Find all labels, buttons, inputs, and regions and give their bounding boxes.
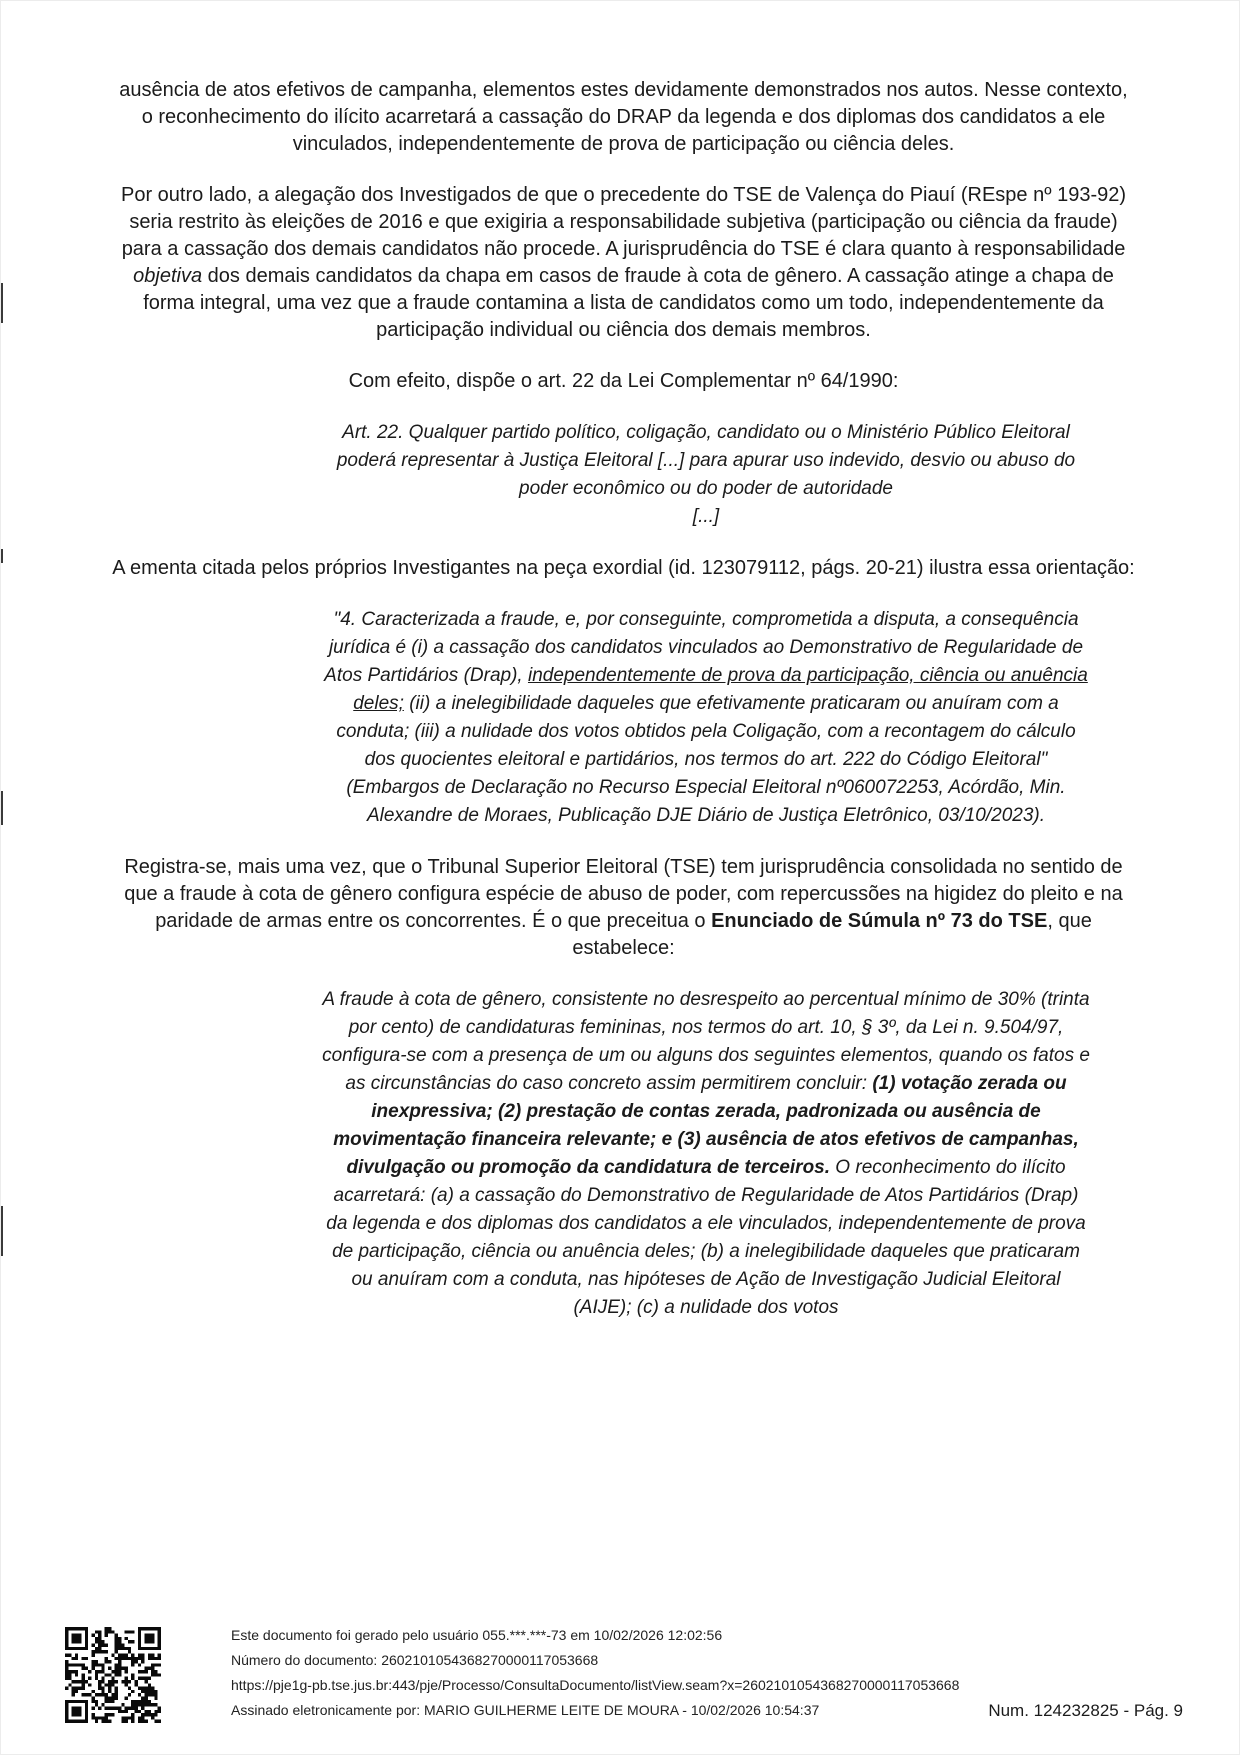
text-run-bold: Enunciado de Súmula nº 73 do TSE bbox=[711, 910, 1048, 932]
block-quote-art22 bbox=[321, 419, 1091, 531]
text-run: Art. 22. Qualquer partido político, coligação, candidato ou o Ministério Público Eleitoral poderá representar à Justiça Eleitoral [...] para apurar uso indevido, desvio ou abuso do poder econômico ou do poder de autoridade bbox=[336, 422, 1076, 499]
scan-edge-artifact bbox=[1, 549, 3, 563]
footer-verification-url-line: https://pje1g-pb.tse.jus.br:443/pje/Processo/ConsultaDocumento/listView.seam?x=2602101054368270000117053668 bbox=[231, 1677, 960, 1693]
scan-edge-artifact bbox=[1, 1206, 3, 1256]
text-run: [...] bbox=[692, 506, 720, 527]
paragraph-registra-se bbox=[111, 854, 1136, 962]
paragraph-ementa: A ementa citada pelos próprios Investigantes na peça exordial (id. 123079112, págs. 20-21) ilustra essa orientação: bbox=[112, 557, 1135, 579]
text-run-bold: (1) votação zerada ou inexpressiva; (2) prestação de contas zerada, padronizada ou ausência de movimentação financeira relevante; e (3) ausência de atos efetivos de campanhas, divulgação ou promoção da candidatura de terceiros. bbox=[333, 1073, 1079, 1178]
qr-code-icon bbox=[65, 1627, 161, 1723]
footer-generated-by-line: Este documento foi gerado pelo usuário 055.***.***-73 em 10/02/2026 12:02:56 bbox=[231, 1627, 723, 1643]
text-run: Por outro lado, a alegação dos Investigados de que o precedente do TSE de Valença do Piauí (REspe nº 193-92) seria restrito às eleições de 2016 e que exigiria a responsabilidade subjetiva (participação ou ciência da fraude) para a cassação dos demais candidatos não procede. A jurisprudência do TSE é clara quanto à responsabilidade bbox=[120, 184, 1127, 260]
text-run: , que estabelece: bbox=[572, 910, 1092, 959]
text-run: (ii) a inelegibilidade daqueles que efetivamente praticaram ou anuíram com a conduta; (iii) a nulidade dos votos obtidos pela Coligação, com a recontagem do cálculo dos quocientes eleitoral e partidários, nos termos do art. 222 do Código Eleitoral" (Embargos de Declaração no Recurso Especial Eleitoral nº060072253, Acórdão, Min. Alexandre de Moraes, Publicação DJE Diário de Justiça Eletrônico, 03/10/2023). bbox=[336, 693, 1076, 826]
scan-edge-artifact bbox=[1, 283, 3, 323]
document-body bbox=[111, 77, 1136, 1346]
text-run-italic: objetiva bbox=[133, 265, 203, 287]
block-quote-sumula-73 bbox=[321, 986, 1091, 1322]
scan-edge-artifact bbox=[1, 791, 3, 825]
text-run: A fraude à cota de gênero, consistente no desrespeito ao percentual mínimo de 30% (trinta por cento) de candidaturas femininas, nos termos do art. 10, § 3º, da Lei n. 9.504/97, configura-se com a presença de um ou alguns dos seguintes elementos, quando os fatos e as circunstâncias do caso concreto assim permitirem concluir: bbox=[322, 989, 1090, 1094]
text-run: dos demais candidatos da chapa em casos de fraude à cota de gênero. A cassação atinge a chapa de forma integral, uma vez que a fraude contamina a lista de candidatos como um todo, independentemente da participação individual ou ciência dos demais membros. bbox=[143, 265, 1114, 341]
paragraph-investigados bbox=[111, 182, 1136, 344]
text-run: Registra-se, mais uma vez, que o Tribunal Superior Eleitoral (TSE) tem jurisprudência consolidada no sentido de que a fraude à cota de gênero configura espécie de abuso de poder, com repercussões na higidez do pleito e na paridade de armas entre os concorrentes. É o que preceitua o bbox=[124, 856, 1123, 932]
page-number-label: Num. 124232825 - Pág. 9 bbox=[988, 1701, 1183, 1720]
text-run: "4. Caracterizada a fraude, e, por conseguinte, comprometida a disputa, a consequência jurídica é (i) a cassação dos candidatos vinculados ao Demonstrativo de Regularidade de Atos Partidários (Drap), bbox=[324, 609, 1084, 686]
footer-document-number-line: Número do documento: 2602101054368270000117053668 bbox=[231, 1652, 599, 1668]
footer-signature-line: Assinado eletronicamente por: MARIO GUILHERME LEITE DE MOURA - 10/02/2026 10:54:37 bbox=[231, 1702, 820, 1718]
text-run-underline: independentemente de prova da participação, ciência ou anuência deles; bbox=[353, 665, 1088, 714]
paragraph-com-efeito: Com efeito, dispõe o art. 22 da Lei Complementar nº 64/1990: bbox=[348, 370, 899, 392]
block-quote-ementa bbox=[321, 606, 1091, 830]
text-run: O reconhecimento do ilícito acarretará: (a) a cassação do Demonstrativo de Regularidade de Atos Partidários (Drap) da legenda e dos diplomas dos candidatos a ele vinculados, independentemente de prova de participação, ciência ou anuência deles; (b) a inelegibilidade daqueles que praticaram ou anuíram com a conduta, nas hipóteses de Ação de Investigação Judicial Eleitoral (AIJE); (c) a nulidade dos votos bbox=[326, 1157, 1086, 1318]
paragraph-autos: ausência de atos efetivos de campanha, elementos estes devidamente demonstrados nos autos. Nesse contexto, o reconhecimento do ilícito acarretará a cassação do DRAP da legenda e dos diplomas dos candidatos a ele vinculados, independentemente de prova de participação ou ciência deles. bbox=[119, 79, 1128, 155]
